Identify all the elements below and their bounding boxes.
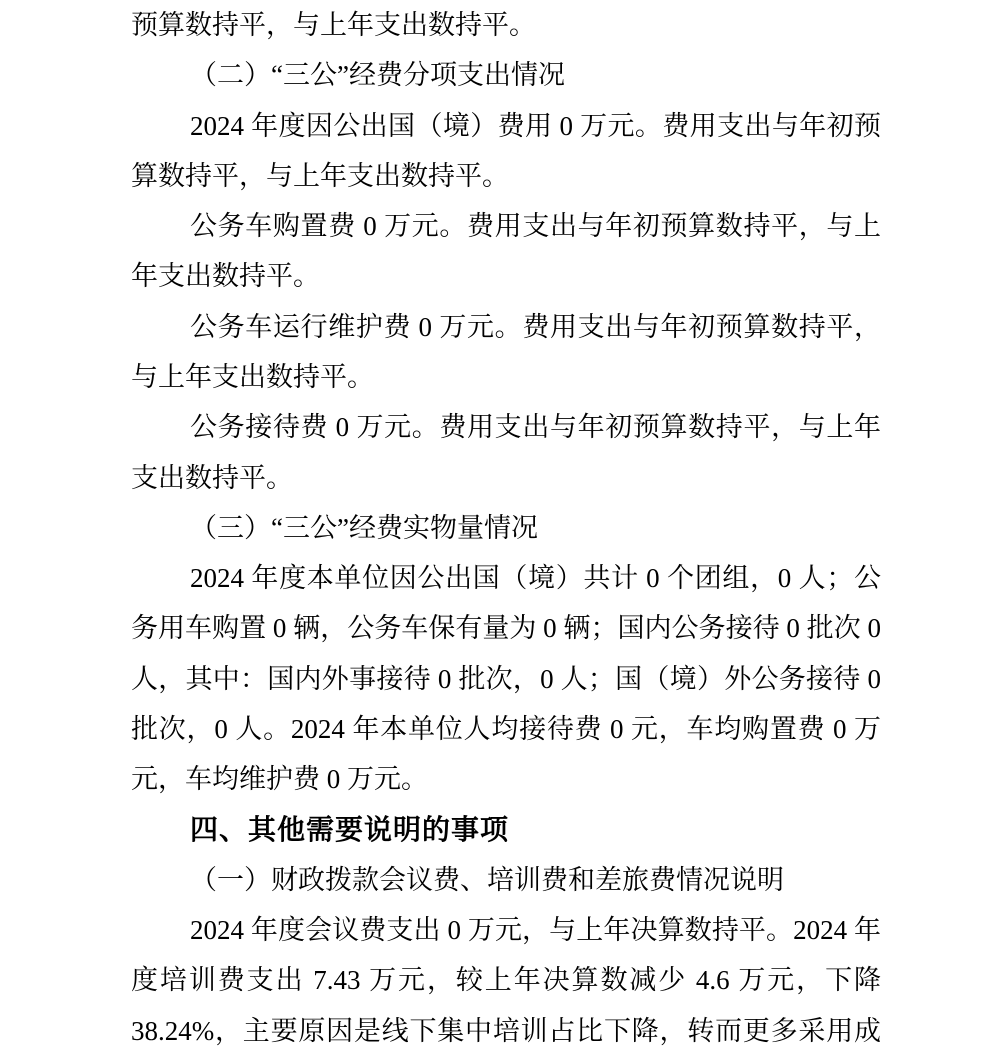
text-line-abroad-expense-2: 算数持平，与上年支出数持平。 <box>131 160 509 191</box>
text-line-vehicle-maintenance-1: 公务车运行维护费 0 万元。费用支出与年初预算数持平， <box>190 311 881 342</box>
text-line-reception-expense-2: 支出数持平。 <box>131 462 293 493</box>
subheading-4-1-meeting-training-travel-fees: （一）财政拨款会议费、培训费和差旅费情况说明 <box>190 864 784 895</box>
text-line-meeting-training-2: 度培训费支出 7.43 万元，较上年决算数减少 4.6 万元，下降 <box>131 965 881 996</box>
subheading-2-sangong-itemized-expenses: （二）“三公”经费分项支出情况 <box>190 60 565 91</box>
text-line-physical-quantity-2: 务用车购置 0 辆，公务车保有量为 0 辆；国内公务接待 0 批次 0 <box>131 613 881 644</box>
text-line-reception-expense-1: 公务接待费 0 万元。费用支出与年初预算数持平，与上年 <box>190 412 881 443</box>
text-line-physical-quantity-1: 2024 年度本单位因公出国（境）共计 0 个团组，0 人；公 <box>190 563 881 594</box>
text-line-vehicle-purchase-2: 年支出数持平。 <box>131 261 320 292</box>
subheading-3-sangong-physical-quantity: （三）“三公”经费实物量情况 <box>190 512 538 543</box>
text-line-meeting-training-1: 2024 年度会议费支出 0 万元，与上年决算数持平。2024 年 <box>190 915 881 946</box>
text-line-vehicle-maintenance-2: 与上年支出数持平。 <box>131 361 374 392</box>
text-line-meeting-training-3: 38.24%，主要原因是线下集中培训占比下降，转而更多采用成 <box>131 1015 881 1046</box>
text-line-abroad-expense-1: 2024 年度因公出国（境）费用 0 万元。费用支出与年初预 <box>190 110 881 141</box>
text-line-vehicle-purchase-1: 公务车购置费 0 万元。费用支出与年初预算数持平，与上 <box>190 211 881 242</box>
text-line-physical-quantity-3: 人，其中：国内外事接待 0 批次，0 人；国（境）外公务接待 0 <box>131 663 881 694</box>
section-heading-4-other-matters: 四、其他需要说明的事项 <box>190 813 510 845</box>
text-line-physical-quantity-4: 批次，0 人。2024 年本单位人均接待费 0 元，车均购置费 0 万 <box>131 713 881 744</box>
document-text-block <box>131 0 881 1056</box>
text-line-carryover: 预算数持平，与上年支出数持平。 <box>131 10 536 40</box>
text-line-physical-quantity-5: 元，车均维护费 0 万元。 <box>131 764 428 795</box>
